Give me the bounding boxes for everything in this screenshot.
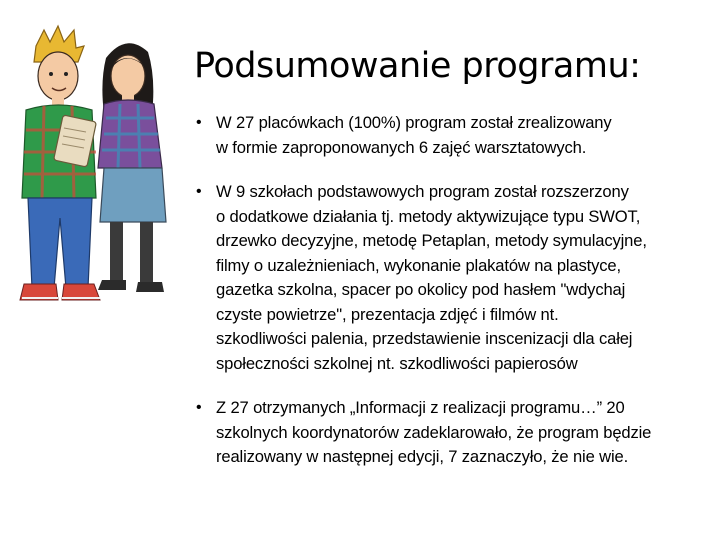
bullet-item	[194, 396, 714, 470]
two-students-illustration-icon	[14, 18, 194, 308]
bullet-list	[194, 111, 714, 470]
bullet-text-line: czyste powietrze", prezentacja zdjęć i filmów nt.	[216, 304, 559, 324]
bullet-text-line: W 9 szkołach podstawowych program został rozszerzony	[216, 182, 629, 201]
boy-figure-icon	[20, 26, 100, 300]
bullet-text-line: realizowany w następnej edycji, 7 zaznaczyło, że nie wie.	[216, 447, 629, 466]
bullet-text-line: W 27 placówkach (100%) program został zrealizowany	[216, 113, 612, 132]
bullet-item	[194, 111, 714, 160]
bullet-text-line: gazetka szkolna, spacer po okolicy pod hasłem "wdychaj	[216, 280, 626, 299]
bullet-text-line: szkodliwości palenia, przedstawienie inscenizacji dla całej	[216, 329, 633, 348]
bullet-text-line: społeczności szkolnej nt. szkodliwości papierosów	[216, 353, 578, 373]
bullet-item	[194, 180, 714, 376]
bullet-text-line: w formie zaproponowanych 6 zajęć warsztatowych.	[216, 137, 587, 157]
slide-title: Podsumowanie programu:	[194, 46, 641, 86]
bullet-text-line: Z 27 otrzymanych „Informacji z realizacji programu…” 20	[216, 398, 625, 417]
bullet-symbol: •	[196, 183, 202, 200]
girl-figure-icon	[98, 43, 166, 292]
bullet-text-line: szkolnych koordynatorów zadeklarowało, że program będzie	[216, 422, 652, 442]
bullet-text-line: drzewko decyzyjne, metodę Petaplan, metody symulacyjne,	[216, 231, 647, 250]
bullet-text-line: filmy o uzależnieniach, wykonanie plakatów na plastyce,	[216, 255, 621, 275]
bullet-symbol: •	[196, 399, 202, 416]
bullet-symbol: •	[196, 114, 202, 131]
bullet-text-line: o dodatkowe działania tj. metody aktywizujące typu SWOT,	[216, 206, 641, 226]
